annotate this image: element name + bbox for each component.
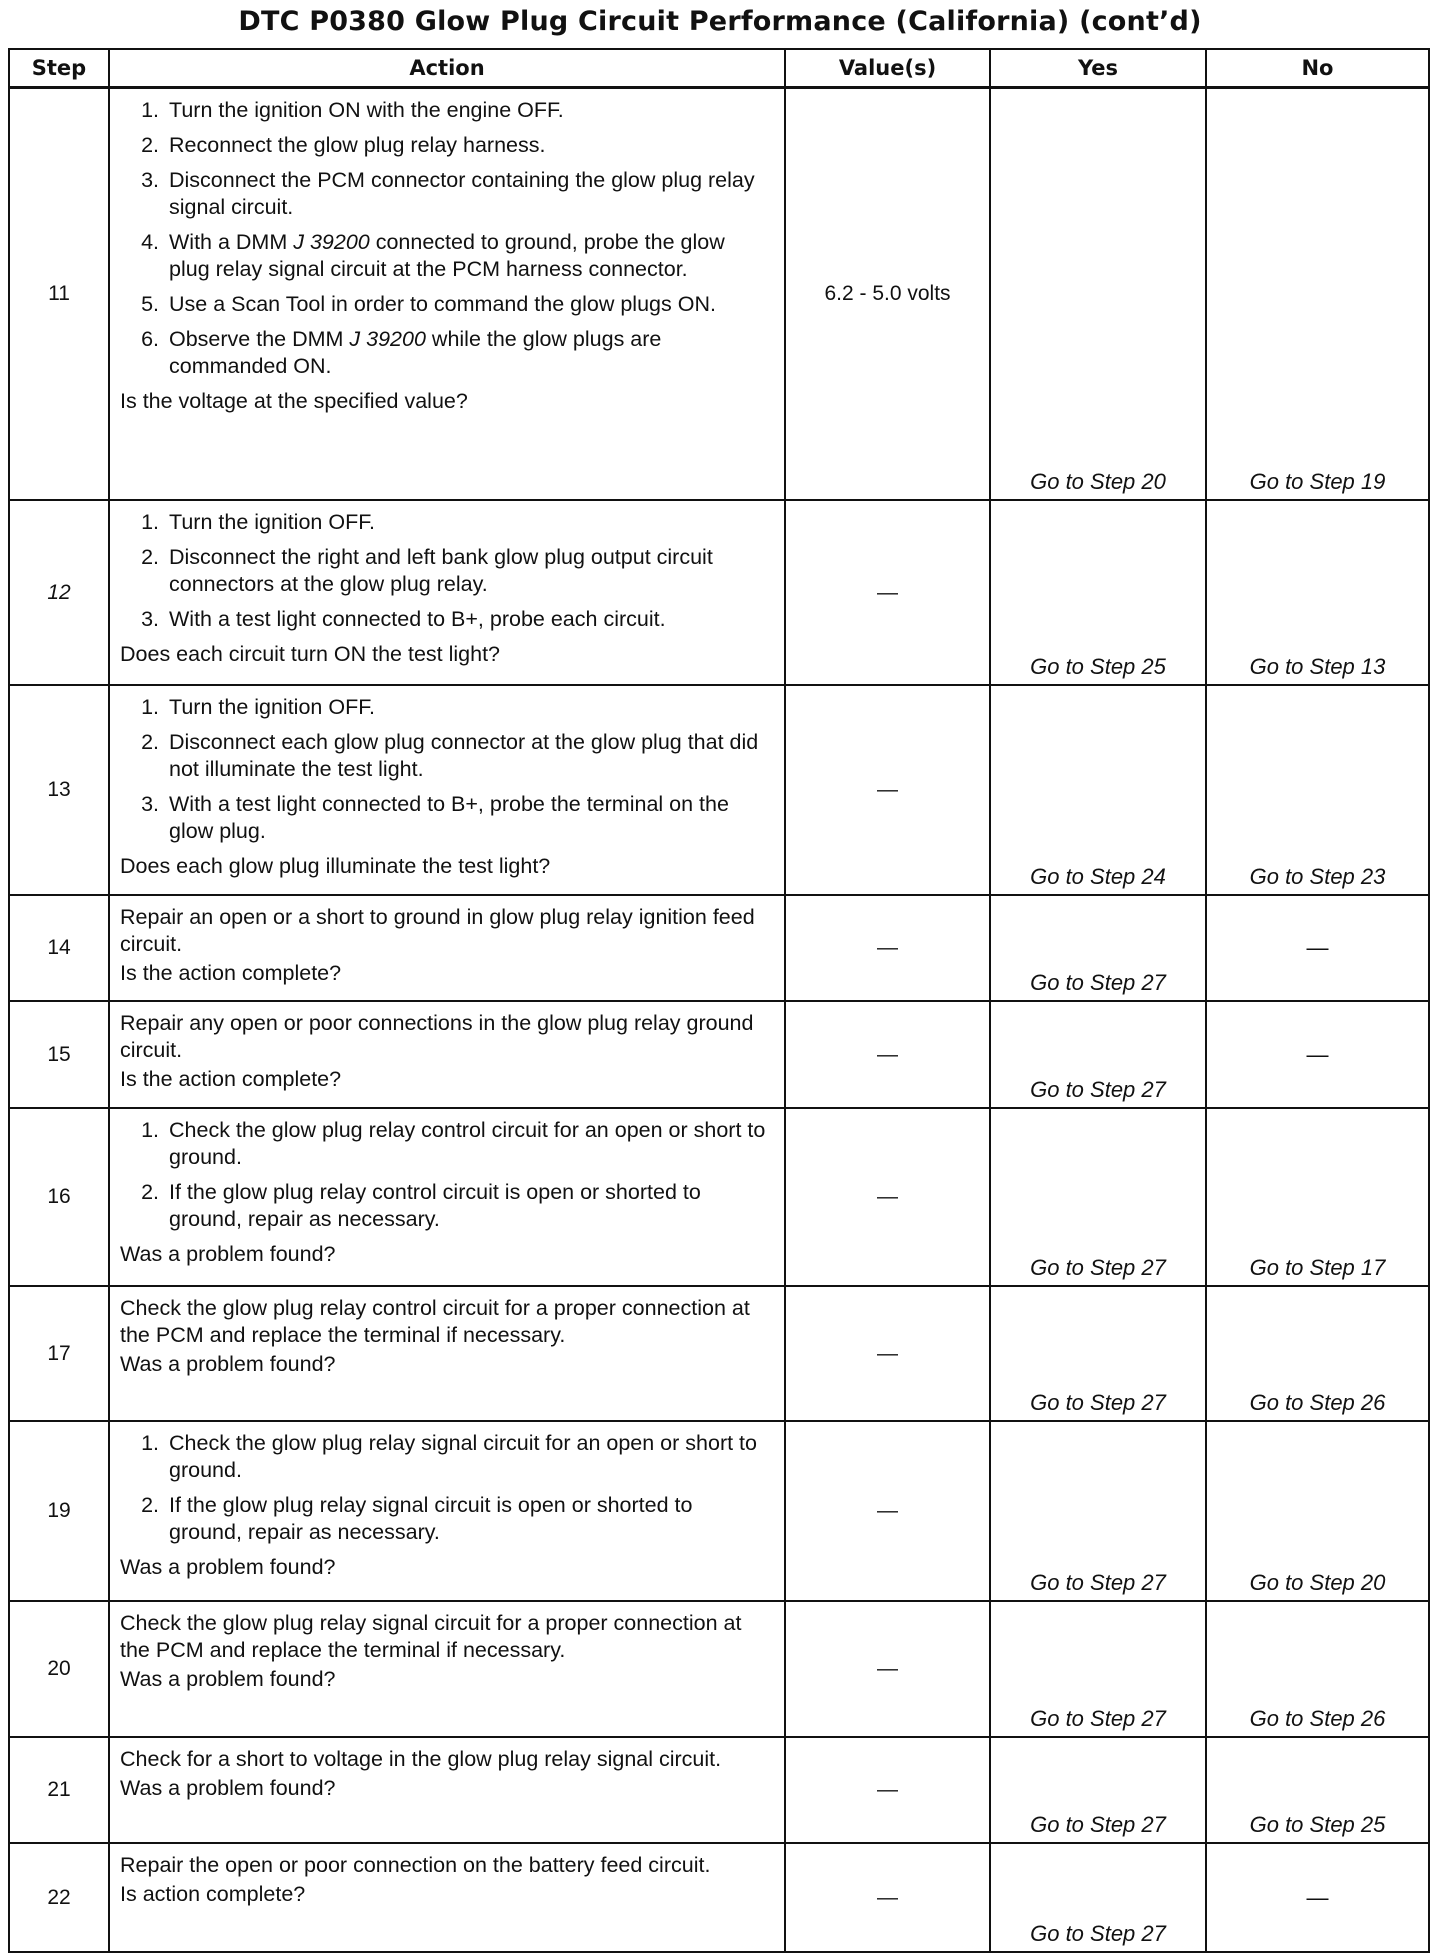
step-number: 20 xyxy=(9,1601,109,1737)
action-text: Check the glow plug relay signal circuit for a proper connection at the PCM and replace the terminal if necessary. xyxy=(120,1610,742,1662)
no-cell: Go to Step 17 xyxy=(1206,1108,1429,1286)
yes-cell: Go to Step 27 xyxy=(990,1421,1206,1601)
yes-cell: Go to Step 27 xyxy=(990,1108,1206,1286)
header-no: No xyxy=(1206,49,1429,88)
no-cell: Go to Step 13 xyxy=(1206,500,1429,685)
value-cell: — xyxy=(785,1001,990,1108)
no-cell: Go to Step 26 xyxy=(1206,1601,1429,1737)
action-question: Was a problem found? xyxy=(120,1775,336,1800)
action-step: 3. Disconnect the PCM connector containing the glow plug relay signal circuit. xyxy=(165,167,770,221)
action-question: Is action complete? xyxy=(120,1881,306,1906)
action-cell xyxy=(109,1843,785,1952)
diagnostic-table xyxy=(8,48,1430,1953)
action-cell xyxy=(109,1001,785,1108)
action-text: Check the glow plug relay control circuit for a proper connection at the PCM and replace the terminal if necessary. xyxy=(120,1295,750,1347)
table-header xyxy=(9,49,1429,88)
action-step: 4. With a DMM J 39200 connected to ground, probe the glow plug relay signal circuit at the PCM harness connector. xyxy=(165,229,770,283)
action-question: Does each glow plug illuminate the test light? xyxy=(120,853,551,878)
action-cell xyxy=(109,1286,785,1421)
yes-cell: Go to Step 27 xyxy=(990,895,1206,1001)
action-cell xyxy=(109,685,785,895)
value-cell: 6.2 - 5.0 volts xyxy=(785,88,990,500)
action-question: Was a problem found? xyxy=(120,1554,336,1579)
no-cell: Go to Step 20 xyxy=(1206,1421,1429,1601)
step-number: 14 xyxy=(9,895,109,1001)
tool-reference: J 39200 xyxy=(349,327,426,351)
no-cell: Go to Step 19 xyxy=(1206,88,1429,500)
action-step: 1. Turn the ignition OFF. xyxy=(165,509,770,536)
value-cell: — xyxy=(785,1601,990,1737)
yes-cell: Go to Step 27 xyxy=(990,1001,1206,1108)
step-number: 22 xyxy=(9,1843,109,1952)
table-row xyxy=(9,895,1429,1001)
action-question: Is the action complete? xyxy=(120,1066,342,1091)
table-row xyxy=(9,685,1429,895)
action-cell xyxy=(109,895,785,1001)
action-step: 2. If the glow plug relay signal circuit is open or shorted to ground, repair as necessary. xyxy=(165,1492,770,1546)
yes-cell: Go to Step 27 xyxy=(990,1737,1206,1843)
action-question: Was a problem found? xyxy=(120,1351,336,1376)
action-step: 2. If the glow plug relay control circuit is open or shorted to ground, repair as necessary. xyxy=(165,1179,770,1233)
action-question: Was a problem found? xyxy=(120,1666,336,1691)
action-question: Does each circuit turn ON the test light? xyxy=(120,641,501,666)
table-row xyxy=(9,1843,1429,1952)
yes-cell: Go to Step 27 xyxy=(990,1601,1206,1737)
value-cell: — xyxy=(785,1737,990,1843)
header-yes: Yes xyxy=(990,49,1206,88)
action-step: 1. Turn the ignition ON with the engine OFF. xyxy=(165,97,770,124)
action-cell xyxy=(109,500,785,685)
header-action: Action xyxy=(109,49,785,88)
no-cell: — xyxy=(1206,1001,1429,1108)
no-cell: Go to Step 26 xyxy=(1206,1286,1429,1421)
yes-cell: Go to Step 27 xyxy=(990,1843,1206,1952)
value-cell: — xyxy=(785,1286,990,1421)
action-step: 3. With a test light connected to B+, probe the terminal on the glow plug. xyxy=(165,791,770,845)
table-row xyxy=(9,1421,1429,1601)
action-text: Repair any open or poor connections in the glow plug relay ground circuit. xyxy=(120,1010,754,1062)
action-step: 1. Turn the ignition OFF. xyxy=(165,694,770,721)
action-cell xyxy=(109,1601,785,1737)
no-cell: Go to Step 25 xyxy=(1206,1737,1429,1843)
action-step: 2. Disconnect each glow plug connector at the glow plug that did not illuminate the test light. xyxy=(165,729,770,783)
header-values: Value(s) xyxy=(785,49,990,88)
table-row xyxy=(9,1601,1429,1737)
value-cell: — xyxy=(785,1108,990,1286)
action-steps-list xyxy=(120,97,770,380)
value-cell: — xyxy=(785,685,990,895)
table-row xyxy=(9,500,1429,685)
action-step: 2. Disconnect the right and left bank glow plug output circuit connectors at the glow plug relay. xyxy=(165,544,770,598)
action-text: Repair an open or a short to ground in glow plug relay ignition feed circuit. xyxy=(120,904,755,956)
header-step: Step xyxy=(9,49,109,88)
step-number: 11 xyxy=(9,88,109,500)
table-row xyxy=(9,1001,1429,1108)
tool-reference: J 39200 xyxy=(293,230,370,254)
step-number: 17 xyxy=(9,1286,109,1421)
action-question: Is the voltage at the specified value? xyxy=(120,389,468,413)
table-row xyxy=(9,1737,1429,1843)
action-question: Was a problem found? xyxy=(120,1241,336,1266)
value-cell: — xyxy=(785,1421,990,1601)
table-row xyxy=(9,88,1429,500)
value-cell: — xyxy=(785,500,990,685)
table-row xyxy=(9,1108,1429,1286)
no-cell: — xyxy=(1206,1843,1429,1952)
table-body xyxy=(9,88,1429,1952)
action-cell xyxy=(109,1108,785,1286)
step-number: 15 xyxy=(9,1001,109,1108)
step-number: 21 xyxy=(9,1737,109,1843)
yes-cell: Go to Step 24 xyxy=(990,685,1206,895)
action-steps-list xyxy=(120,694,770,845)
yes-cell: Go to Step 25 xyxy=(990,500,1206,685)
action-cell xyxy=(109,1421,785,1601)
value-cell: — xyxy=(785,895,990,1001)
page-title: DTC P0380 Glow Plug Circuit Performance (California) (cont’d) xyxy=(238,6,1202,37)
action-cell xyxy=(109,88,785,500)
yes-cell: Go to Step 20 xyxy=(990,88,1206,500)
step-number: 13 xyxy=(9,685,109,895)
yes-cell: Go to Step 27 xyxy=(990,1286,1206,1421)
action-step: 3. With a test light connected to B+, probe each circuit. xyxy=(165,606,770,633)
step-number: 16 xyxy=(9,1108,109,1286)
action-step: 2. Reconnect the glow plug relay harness. xyxy=(165,132,770,159)
step-number: 19 xyxy=(9,1421,109,1601)
action-step: 5. Use a Scan Tool in order to command the glow plugs ON. xyxy=(165,291,770,318)
table-row xyxy=(9,1286,1429,1421)
action-steps-list xyxy=(120,1430,770,1546)
no-cell: — xyxy=(1206,895,1429,1001)
action-question: Is the action complete? xyxy=(120,960,342,985)
action-step: 6. Observe the DMM J 39200 while the glow plugs are commanded ON. xyxy=(165,326,770,380)
action-cell xyxy=(109,1737,785,1843)
action-step: 1. Check the glow plug relay signal circuit for an open or short to ground. xyxy=(165,1430,770,1484)
action-text: Repair the open or poor connection on the battery feed circuit. xyxy=(120,1852,711,1877)
action-steps-list xyxy=(120,1117,770,1233)
action-steps-list xyxy=(120,509,770,633)
no-cell: Go to Step 23 xyxy=(1206,685,1429,895)
step-number: 12 xyxy=(9,500,109,685)
value-cell: — xyxy=(785,1843,990,1952)
action-text: Check for a short to voltage in the glow plug relay signal circuit. xyxy=(120,1746,722,1771)
action-step: 1. Check the glow plug relay control circuit for an open or short to ground. xyxy=(165,1117,770,1171)
